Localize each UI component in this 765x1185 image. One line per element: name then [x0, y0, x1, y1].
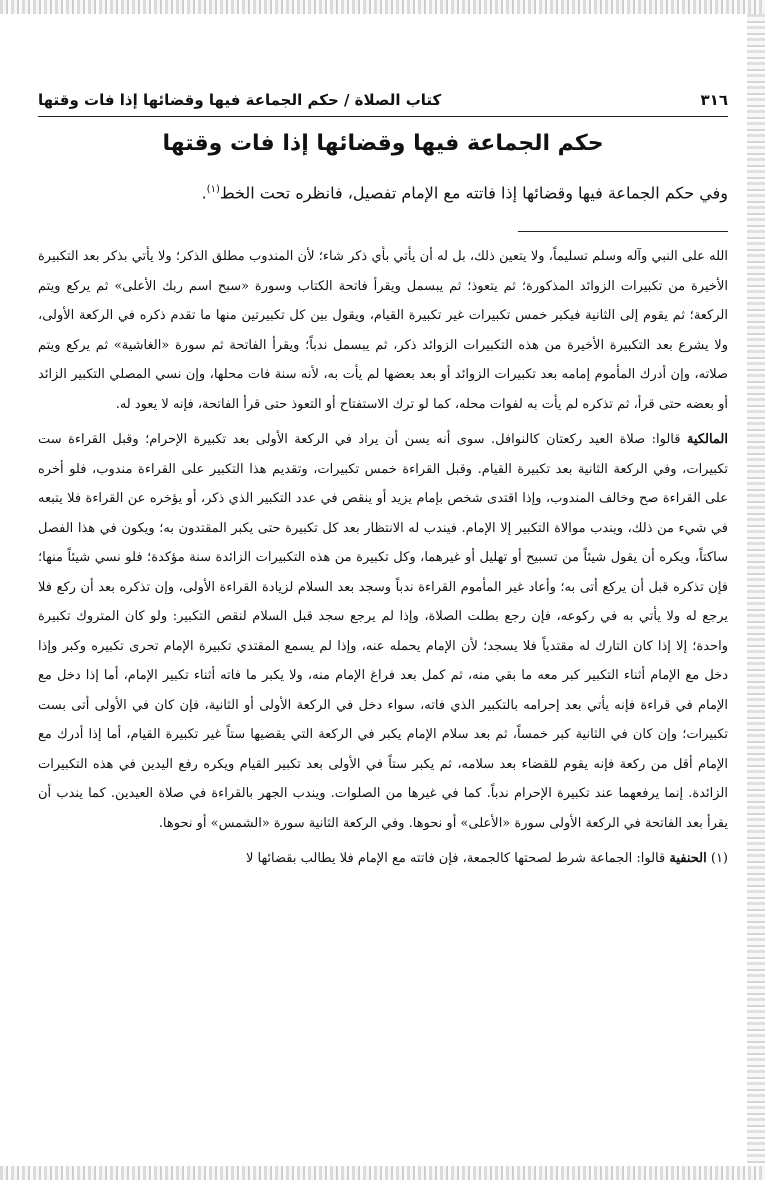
maliki-text: قالوا: صلاة العيد ركعتان كالنوافل. سوى أنه يسن أن يراد في الركعة الأولى بعد تكبيرة الإحرام؛ وقبل القراءة ست تكبيرات، وفي الركعة الثانية بعد تكبيرة القيام. وقبل القراءة خمس تكبيرات، وتقديم هذا التكبير على القراءة مندوب، فلو أخره على القراءة صح وخالف المندوب، وإذا اقتدى شخص بإمام يزيد أو ينقص في عدد التكبير الذي ذكر، أو يؤخره عن القراءة فلا يتبعه في شيء من ذلك، ويندب موالاة التكبير إلا الإمام. فيندب له الانتظار بعد كل تكبيرة حتى يكبر المقتدون به؛ ويكون في هذا الفصل ساكتاً، ويكره أن يقول شيئاً من تسبيح أو تهليل أو غيرهما، وكل تكبيرة من هذه التكبيرات الزائدة سنة مؤكدة؛ فلو نسي شيئاً منها؛ فإن تذكره قبل أن يركع أتى به؛ وأعاد غير المأموم القراءة ندباً وسجد بعد السلام لزيادة القراءة الأولى، وإن تذكره بعد أن ركع فلا يرجع له ولا يأتي به في ركوعه، فإن رجع بطلت الصلاة، وإذا لم يرجع سجد قبل السلام لنقص التكبير: ولو كان المتروك تكبيرة واحدة؛ إلا إذا كان التارك له مقتدياً فلا يسجد؛ لأن الإمام يحمله عنه، وإذا لم يسمع المقتدي تكبيرة الإمام تحرى تكبيره وكبر وإذا دخل مع الإمام أثناء التكبير كبر معه ما بقي منه، ثم كمل بعد فراغ الإمام منه، ولا يكبر ما فاته أثناء تكبير الإمام، أما إذا دخل مع الإمام في قراءة فإنه يأتي بعد إحرامه بالتكبير الذي فاته، سواء دخل في الركعة الأولى أو الثانية، فإن كان في الأولى أتى بست تكبيرات؛ وإن كان في الثانية كبر خمساً، ثم بعد سلام الإمام يكبر في الركعة التي يقضيها ستاً غير تكبيرة القيام، أما إذا أدرك مع الإمام أقل من ركعة فإنه يقوم للقضاء بعد سلامه، ثم يكبر ستاً في الأولى بعد تكبير القيام ويكره رفع اليدين في هذه التكبيرات الزائدة. إنما يرفعهما عند تكبيرة الإحرام ندباً. كما في غيرها من الصلوات. ويندب الجهر بالقراءة في صلاة العيدين. كما يندب أن يقرأ بعد الفاتحة في الركعة الأولى سورة «الأعلى» أو نحوها. وفي الركعة الثانية سورة «الشمس» أو نحوها. [38, 432, 728, 831]
intro-paragraph [38, 174, 728, 209]
intro-text: وفي حكم الجماعة فيها وقضائها إذا فاتته مع الإمام تفصيل، فانظره تحت الخط [219, 183, 728, 203]
footnote-continuation: الله على النبي وآله وسلم تسليماً، ولا يتعين ذلك، بل له أن يأتي بأي ذكر شاء؛ لأن المندوب مطلق الذكر؛ ولا يأتي بذكر بعد التكبيرة الأخيرة من تكبيرات الزوائد المذكورة؛ ثم يتعوذ؛ ثم يبسمل ويقرأ فاتحة الكتاب وسورة «سبح اسم ربك الأعلى» ثم يركع ويتم الركعة؛ ثم يقوم إلى الثانية فيكبر خمس تكبيرات غير تكبيرة القيام، ويقول بين كل تكبيرتين منها ما تقدم ذكره في الركعة الأولى، ولا يشرع بعد التكبيرة الأخيرة من هذه التكبيرات الزوائد ذكر، ثم يبسمل ندباً؛ ويقرأ الفاتحة ثم سورة «الغاشية» ثم يركع ويتم صلاته، وإن أدرك المأموم إمامه بعد تكبيرات الزوائد أو بعد بعضها لم يأت به، لأنه سنة فات محلها، وإن نسي المصلي التكبير الزائد أو بعضه حتى قرأ، ثم تذكره لم يأت به لفوات محله، كما لو ترك الاستفتاح أو التعوذ حتى قرأ الفاتحة، فإنه لا يعود له. [38, 249, 728, 412]
school-name-maliki: المالكية [686, 432, 728, 448]
page-number: ٣١٦ [700, 91, 728, 109]
footnote-number: (١) [710, 851, 728, 867]
school-name-hanafi: الحنفية [669, 851, 707, 867]
hanafi-text: قالوا: الجماعة شرط لصحتها كالجمعة، فإن فاتته مع الإمام فلا يطالب بقضائها لا [245, 851, 670, 867]
book-page [38, 88, 728, 874]
right-decorative-border [747, 14, 765, 1166]
footnote-divider [518, 231, 728, 232]
footnotes-section [38, 242, 728, 874]
page-header [38, 88, 728, 117]
top-decorative-border [0, 0, 765, 14]
section-title: حكم الجماعة فيها وقضائها إذا فات وقتها [162, 131, 604, 156]
intro-end: . [201, 183, 207, 203]
bottom-decorative-border [0, 1166, 765, 1180]
footnote-maliki [38, 425, 728, 838]
footnote-hanafi [38, 844, 728, 874]
footnote-reference: (١) [206, 184, 220, 195]
running-title: كتاب الصلاة / حكم الجماعة فيها وقضائها إذا فات وقتها [38, 91, 442, 109]
